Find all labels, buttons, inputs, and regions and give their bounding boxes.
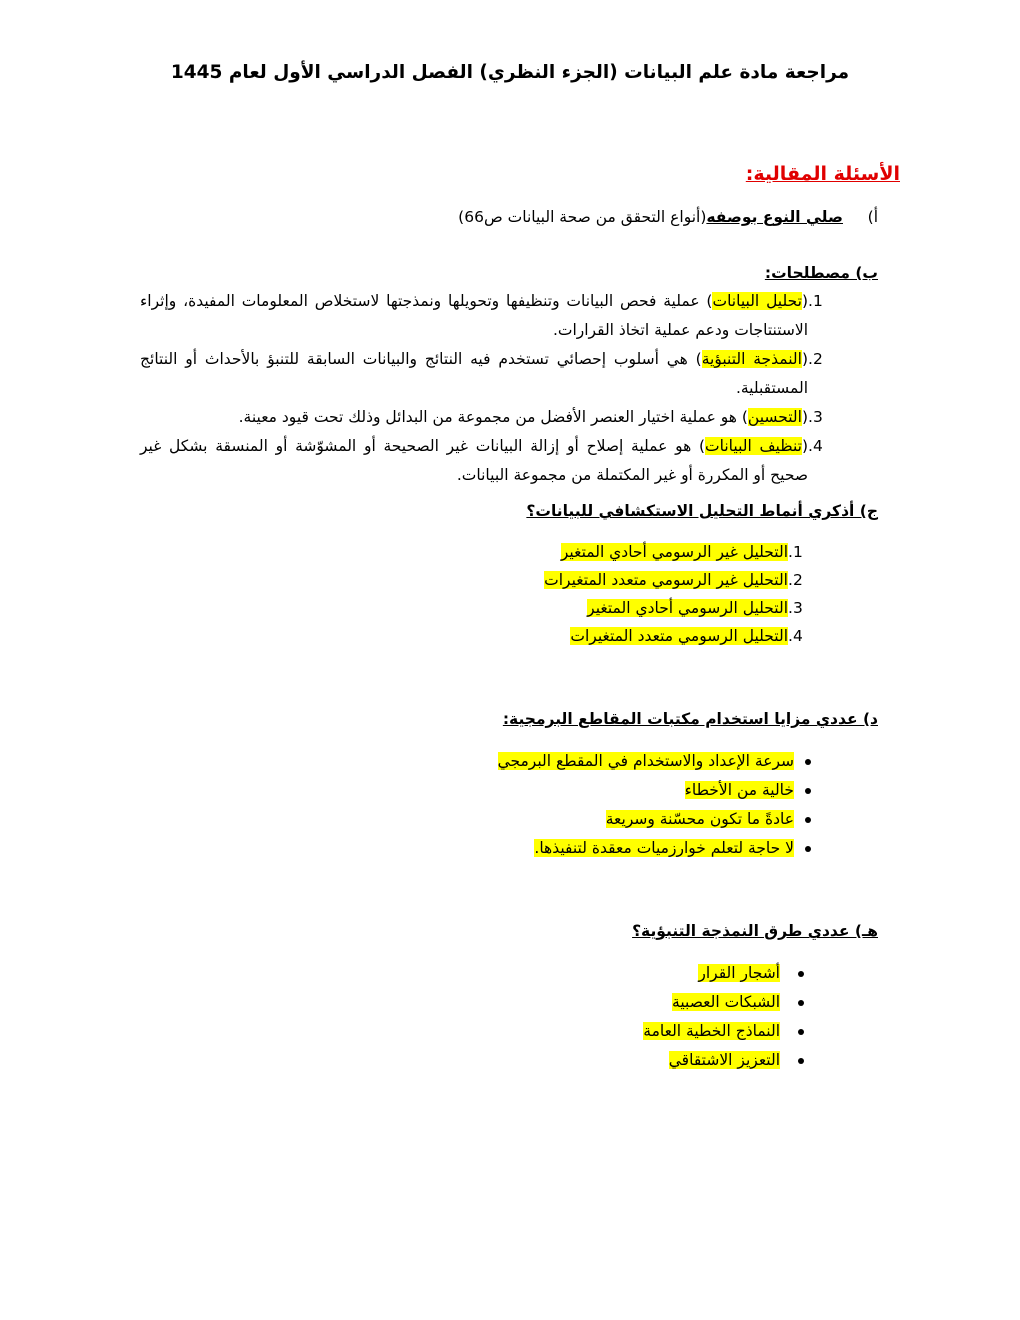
list-item: الشبكات العصبية: [672, 990, 822, 1014]
question-a-label: صلي النوع بوصفه: [706, 208, 843, 226]
list-item: لا حاجة لتعلم خوارزميات معقدة لتنفيذها.: [534, 836, 822, 860]
list-item: خالية من الأخطاء: [685, 778, 822, 802]
term-definition: (تحليل البيانات) عملية فحص البيانات وتنظيفها وتحويلها ونمذجتها لاستخلاص المعلومات المفيدة، وإثراء الاستنتاجات ودعم عملية اتخاذ القرارات.: [140, 292, 808, 339]
term-def-text: هي أسلوب إحصائي تستخدم فيه النتائج والبيانات السابقة للتنبؤ بالأحداث أو النتائج المستقبلية.: [140, 350, 808, 397]
list-item: عادةً ما تكون محسّنة وسريعة: [606, 807, 822, 831]
bullet-icon: [805, 788, 811, 794]
term-definition: (التحسين) هو عملية اختيار العنصر الأفضل من مجموعة من البدائل وذلك تحت قيود معينة.: [238, 408, 808, 426]
term-name: التحسين: [747, 408, 802, 426]
list-item: 3.التحليل الرسومي أحادي المتغير: [587, 599, 803, 617]
list-item: النماذج الخطية العامة: [643, 1019, 822, 1043]
question-a: [458, 206, 878, 228]
bullet-icon: [798, 1000, 804, 1006]
term-definition: (تنظيف البيانات) هو عملية إصلاح أو إزالة البيانات غير الصحيحة أو المشوّشة أو المنسقة بشكل غير صحيح أو المكررة أو غير المكتملة من مجموعة البيانات.: [140, 437, 808, 484]
list-item: 4.التحليل الرسومي متعدد المتغيرات: [570, 627, 803, 645]
term-item: [140, 287, 838, 345]
bullet-icon: [805, 759, 811, 765]
term-number: 2.: [808, 350, 823, 368]
bullet-icon: [798, 1029, 804, 1035]
list-item: سرعة الإعداد والاستخدام في المقطع البرمجي: [498, 749, 822, 773]
term-definition: (النمذجة التنبؤية) هي أسلوب إحصائي تستخدم فيه النتائج والبيانات السابقة للتنبؤ بالأحداث أو النتائج المستقبلية.: [140, 350, 808, 397]
list-item: 1.التحليل غير الرسومي أحادي المتغير: [560, 543, 803, 561]
term-number: 3.: [808, 408, 823, 426]
term-name: تحليل البيانات: [712, 292, 802, 310]
bullet-icon: [805, 846, 811, 852]
bullet-icon: [798, 1058, 804, 1064]
term-number: 4.: [808, 437, 823, 455]
list-item: 2.التحليل غير الرسومي متعدد المتغيرات: [544, 571, 803, 589]
term-name: النمذجة التنبؤية: [701, 350, 802, 368]
term-def-text: هو عملية إصلاح أو إزالة البيانات غير الصحيحة أو المشوّشة أو المنسقة بشكل غير صحيح أو المكررة أو غير المكتملة من مجموعة البيانات.: [140, 437, 808, 484]
term-name: تنظيف البيانات: [705, 437, 802, 455]
term-item: [140, 345, 838, 403]
page-title: مراجعة مادة علم البيانات (الجزء النظري) الفصل الدراسي الأول لعام 1445: [170, 62, 850, 83]
term-def-text: عملية فحص البيانات وتنظيفها وتحويلها ونمذجتها لاستخلاص المعلومات المفيدة، وإثراء الاستنتاجات ودعم عملية اتخاذ القرارات.: [140, 292, 808, 339]
list-item: أشجار القرار: [698, 961, 822, 985]
question-b-heading: ب) مصطلحات:: [764, 264, 878, 282]
question-c-heading: ج) أذكري أنماط التحليل الاستكشافي للبيانات؟: [526, 502, 878, 520]
bullet-icon: [798, 971, 804, 977]
question-d-heading: د) عددي مزايا استخدام مكتبات المقاطع البرمجية:: [502, 710, 878, 728]
term-def-text: هو عملية اختيار العنصر الأفضل من مجموعة من البدائل وذلك تحت قيود معينة.: [238, 408, 737, 426]
list-item: التعزيز الاشتقاقي: [669, 1048, 822, 1072]
question-e-heading: هـ) عددي طرق النمذجة التنبؤية؟: [632, 922, 878, 940]
essay-heading: الأسئلة المقالية:: [745, 163, 900, 185]
bullet-icon: [805, 817, 811, 823]
question-a-marker: أ): [867, 208, 878, 226]
term-item: [140, 432, 838, 490]
term-number: 1.: [808, 292, 823, 310]
term-item: [140, 403, 838, 432]
terms-list: [140, 287, 838, 490]
question-a-text: (أنواع التحقق من صحة البيانات ص66): [458, 208, 707, 226]
